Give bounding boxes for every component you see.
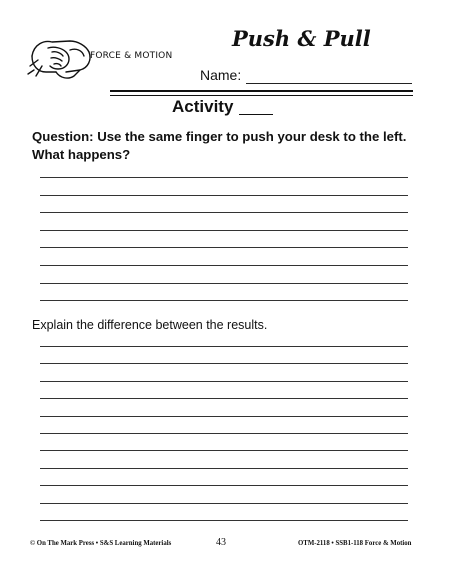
answer-line[interactable] bbox=[40, 247, 408, 248]
answer-line[interactable] bbox=[40, 433, 408, 434]
answer-line[interactable] bbox=[40, 381, 408, 382]
answer-line[interactable] bbox=[40, 346, 408, 347]
answer-line[interactable] bbox=[40, 230, 408, 231]
answer-line[interactable] bbox=[40, 416, 408, 417]
activity-number-field[interactable] bbox=[239, 114, 273, 115]
header-rule-thin bbox=[110, 95, 413, 96]
answer-line[interactable] bbox=[40, 195, 408, 196]
question-answer-lines[interactable] bbox=[40, 177, 408, 318]
answer-line[interactable] bbox=[40, 485, 408, 486]
explain-prompt: Explain the difference between the results. bbox=[32, 318, 268, 332]
series-label: FORCE & MOTION bbox=[90, 51, 173, 61]
answer-line[interactable] bbox=[40, 363, 408, 364]
header-rule-thick bbox=[110, 90, 413, 92]
answer-line[interactable] bbox=[40, 503, 408, 504]
answer-line[interactable] bbox=[40, 177, 408, 178]
footer-page-number: 43 bbox=[216, 537, 226, 548]
question-text: Question: Use the same finger to push your desk to the left. What happens? bbox=[32, 129, 407, 162]
answer-line[interactable] bbox=[40, 468, 408, 469]
answer-line[interactable] bbox=[40, 300, 408, 301]
answer-line[interactable] bbox=[40, 450, 408, 451]
name-label: Name: bbox=[200, 67, 242, 83]
handshake-icon bbox=[26, 26, 96, 86]
activity-label: Activity bbox=[172, 97, 234, 116]
name-field[interactable] bbox=[246, 83, 412, 84]
footer-product-code: OTM-2118 • SSB1-118 Force & Motion bbox=[298, 540, 412, 547]
answer-line[interactable] bbox=[40, 212, 408, 213]
answer-line[interactable] bbox=[40, 398, 408, 399]
page-title: Push & Pull bbox=[232, 26, 371, 51]
answer-line[interactable] bbox=[40, 520, 408, 521]
explain-answer-lines[interactable] bbox=[40, 346, 408, 537]
answer-line[interactable] bbox=[40, 265, 408, 266]
footer-copyright: © On The Mark Press • S&S Learning Materials bbox=[30, 540, 172, 547]
answer-line[interactable] bbox=[40, 283, 408, 284]
